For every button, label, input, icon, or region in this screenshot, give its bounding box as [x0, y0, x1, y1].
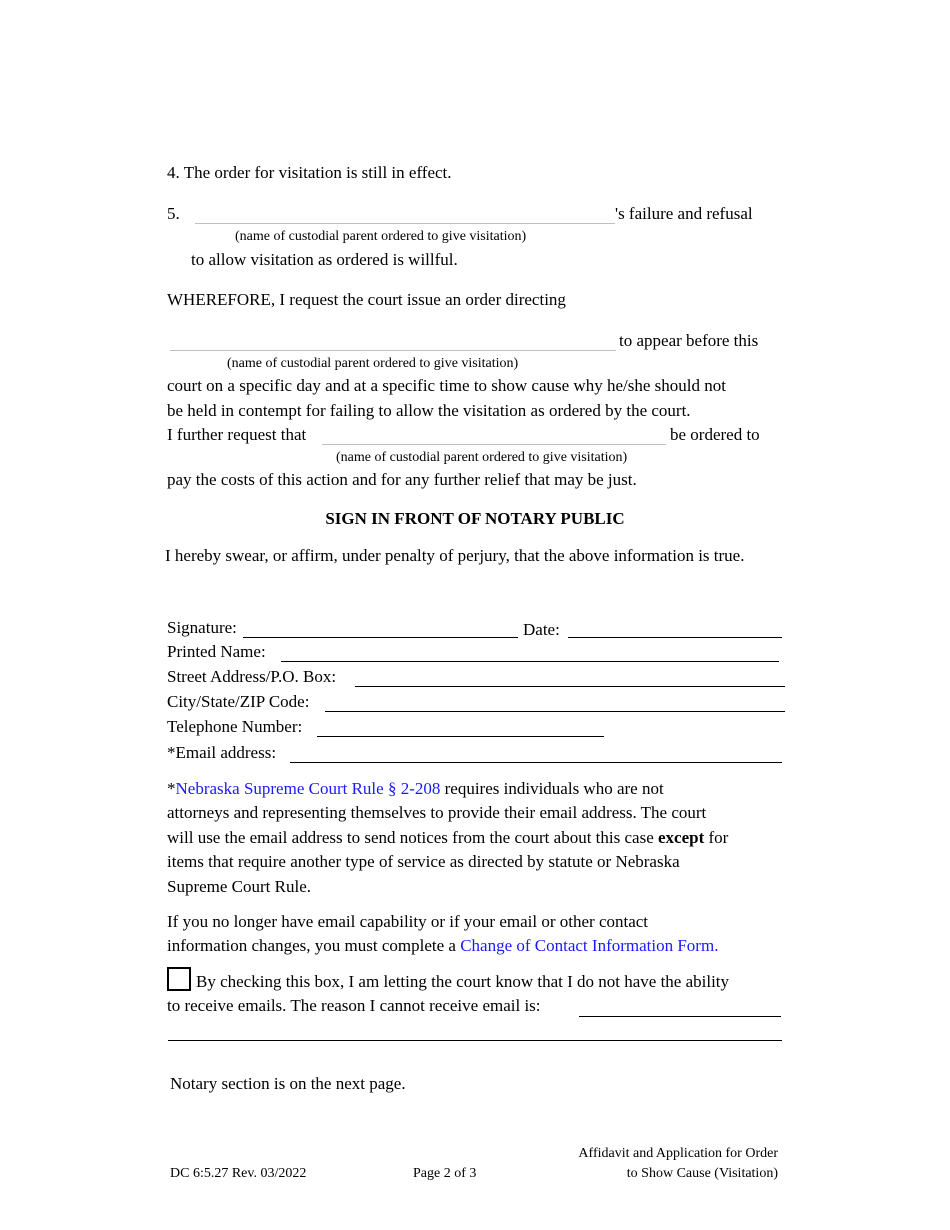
change-of-contact-form-link[interactable]: Change of Contact Information Form. [460, 936, 719, 955]
appear-suffix: to appear before this [619, 331, 759, 350]
further-request-suffix: be ordered to [670, 425, 760, 444]
item-5-continuation: to allow visitation as ordered is willful. [191, 250, 458, 269]
no-email-reason-field-2[interactable] [168, 1022, 782, 1041]
wherefore-line-6: pay the costs of this action and for any further relief that may be just. [167, 470, 637, 489]
footer-page-number: Page 2 of 3 [413, 1166, 477, 1181]
item-4: 4. The order for visitation is still in effect. [167, 163, 452, 182]
further-request-prefix: I further request that [167, 425, 307, 444]
footer-title-line-1: Affidavit and Application for Order [578, 1146, 778, 1161]
custodial-parent-field-2[interactable] [170, 330, 616, 351]
telephone-label: Telephone Number: [167, 717, 303, 736]
signature-label: Signature: [167, 618, 237, 637]
custodial-parent-field-1[interactable] [195, 203, 615, 224]
custodial-parent-field-3[interactable] [322, 424, 666, 445]
city-state-zip-field[interactable] [325, 693, 785, 712]
date-field[interactable] [568, 619, 782, 638]
no-email-reason-field[interactable] [579, 998, 781, 1017]
footer-title-line-2: to Show Cause (Visitation) [626, 1166, 778, 1181]
email-label: *Email address: [167, 743, 277, 762]
no-email-line-1: By checking this box, I am letting the court know that I do not have the ability [196, 972, 730, 991]
no-email-line-2: to receive emails. The reason I cannot receive email is: [167, 996, 541, 1015]
email-field[interactable] [290, 744, 782, 763]
item-5-caption: (name of custodial parent ordered to give visitation) [235, 229, 527, 244]
item-5-suffix: 's failure and refusal [615, 204, 753, 223]
contact-change-line-1: If you no longer have email capability or if your email or other contact [167, 912, 649, 931]
street-address-field[interactable] [355, 668, 785, 687]
email-rule-line-5: Supreme Court Rule. [167, 877, 312, 896]
wherefore-line-4: be held in contempt for failing to allow the visitation as ordered by the court. [167, 401, 691, 420]
date-label: Date: [523, 620, 560, 639]
contact-change-line-2: information changes, you must complete a Change of Contact Information Form. [167, 936, 719, 955]
email-rule-line-1: *Nebraska Supreme Court Rule § 2-208 requires individuals who are not [167, 779, 664, 798]
item-5-number: 5. [167, 204, 180, 223]
further-request-caption: (name of custodial parent ordered to give visitation) [336, 450, 628, 465]
wherefore-line-3: court on a specific day and at a specific time to show cause why he/she should not [167, 376, 726, 395]
notary-note: Notary section is on the next page. [170, 1074, 406, 1093]
city-state-zip-label: City/State/ZIP Code: [167, 692, 310, 711]
wherefore-line-1: WHEREFORE, I request the court issue an order directing [167, 290, 566, 309]
oath-statement: I hereby swear, or affirm, under penalty of perjury, that the above information is true. [165, 546, 745, 565]
signature-field[interactable] [243, 619, 518, 638]
wherefore-caption: (name of custodial parent ordered to give visitation) [227, 356, 519, 371]
footer-form-id: DC 6:5.27 Rev. 03/2022 [170, 1166, 307, 1181]
nebraska-rule-link[interactable]: Nebraska Supreme Court Rule § 2-208 [175, 779, 441, 798]
telephone-field[interactable] [317, 718, 604, 737]
notary-heading: SIGN IN FRONT OF NOTARY PUBLIC [325, 509, 625, 528]
printed-name-label: Printed Name: [167, 642, 266, 661]
no-email-checkbox[interactable] [167, 967, 191, 991]
email-rule-line-3: will use the email address to send notices from the court about this case except for [167, 828, 729, 847]
printed-name-field[interactable] [281, 643, 779, 662]
email-rule-line-2: attorneys and representing themselves to provide their email address. The court [167, 803, 707, 822]
email-rule-line-4: items that require another type of service as directed by statute or Nebraska [167, 852, 680, 871]
street-address-label: Street Address/P.O. Box: [167, 667, 337, 686]
